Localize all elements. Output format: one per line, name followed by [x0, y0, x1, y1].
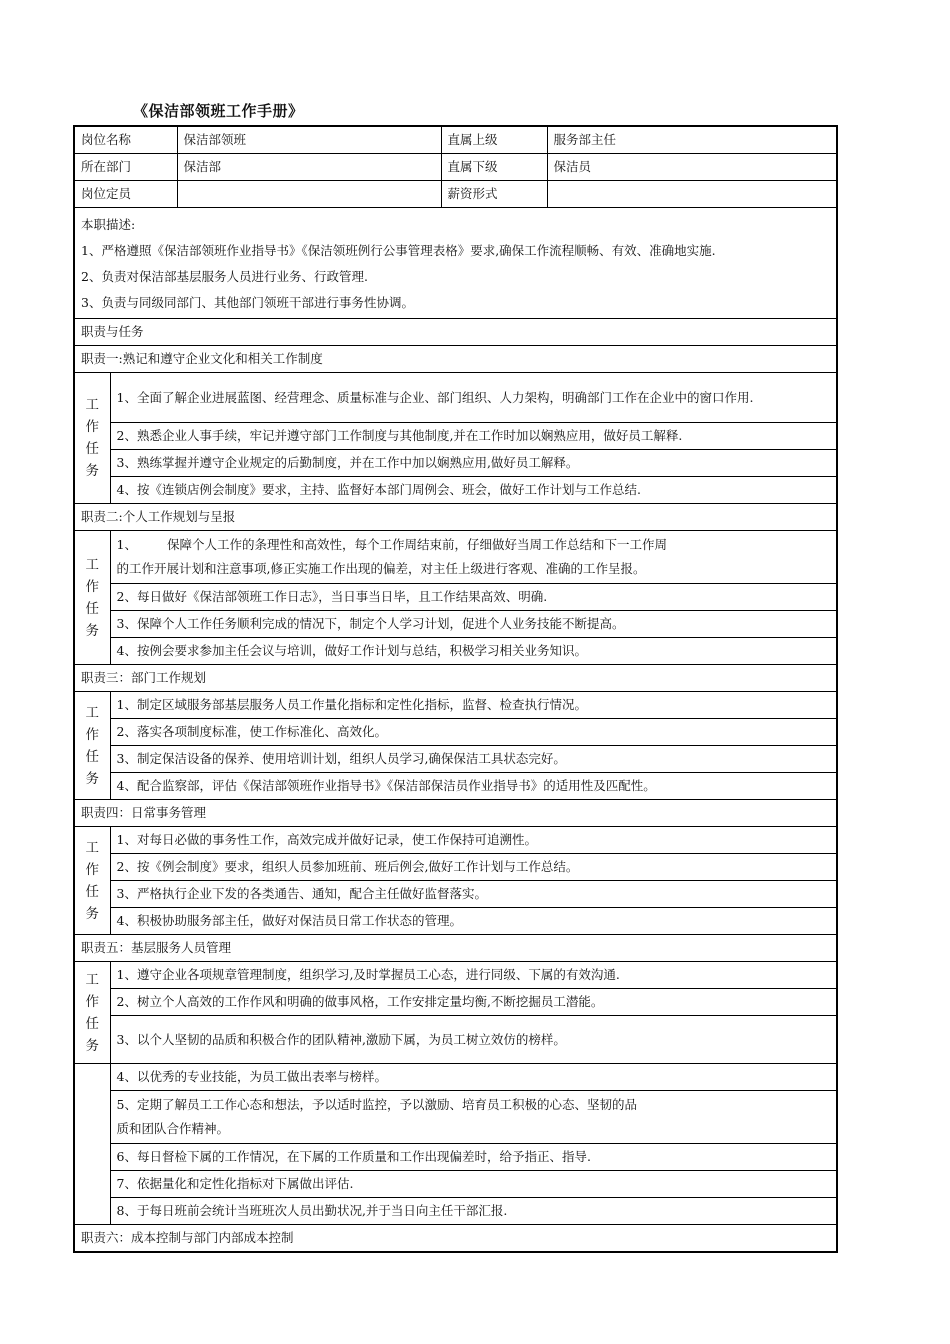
task-row: [74, 989, 837, 1016]
task-row: [74, 373, 837, 423]
description-heading: 本职描述:: [81, 217, 136, 232]
duty-1-task-4: 4、按《连锁店例会制度》要求，主持、监督好本部门周例会、班会，做好工作计划与工作总结.: [110, 477, 837, 504]
duty-title-row: [74, 1225, 837, 1253]
work-task-label: 工 作 任 务: [74, 531, 110, 665]
duty-5-task-6: 6、每日督检下属的工作情况，在下属的工作质量和工作出现偏差时，给予指正、指导.: [110, 1144, 837, 1171]
duty-4-task-2: 2、按《例会制度》要求，组织人员参加班前、班后例会,做好工作计划与工作总结。: [110, 854, 837, 881]
document-title: 《保洁部领班工作手册》: [133, 102, 304, 120]
task-row: [74, 746, 837, 773]
task-row: [74, 1016, 837, 1064]
duty-title-row: [74, 665, 837, 692]
description-line: 1、严格遵照《保洁部领班作业指导书》《保洁领班例行公事管理表格》要求,确保工作流程顺畅、有效、准确地实施.: [81, 243, 716, 258]
duty-4-task-3: 3、严格执行企业下发的各类通告、通知，配合主任做好监督落实。: [110, 881, 837, 908]
task-row: [74, 477, 837, 504]
header-row: [74, 126, 837, 154]
task-row: [74, 773, 837, 800]
duty-5-task-3: 3、以个人坚韧的品质和积极合作的团队精神,激励下属，为员工树立效仿的榜样。: [110, 1016, 837, 1064]
duty-3-task-2: 2、落实各项制度标准，使工作标准化、高效化。: [110, 719, 837, 746]
task-row: [74, 908, 837, 935]
task-row: [74, 423, 837, 450]
label-department: 所在部门: [74, 154, 177, 181]
duty-4-title: 职责四：日常事务管理: [74, 800, 837, 827]
duty-5-title: 职责五：基层服务人员管理: [74, 935, 837, 962]
task-row: [74, 962, 837, 989]
duty-5-task-8: 8、于每日班前会统计当班班次人员出勤状况,并于当日向主任干部汇报.: [110, 1198, 837, 1225]
duty-5-task-2: 2、树立个人高效的工作作风和明确的做事风格，工作安排定量均衡,不断挖掘员工潜能。: [110, 989, 837, 1016]
description-row: [74, 208, 837, 319]
task-row: [74, 854, 837, 881]
task-row: [74, 1091, 837, 1144]
value-position-name: 保洁部领班: [177, 126, 441, 154]
empty-label-cell: [74, 1064, 110, 1225]
duty-title-row: [74, 800, 837, 827]
task-row: [74, 450, 837, 477]
duty-6-title: 职责六：成本控制与部门内部成本控制: [74, 1225, 837, 1253]
duties-heading: 职责与任务: [74, 319, 837, 346]
duty-2-title: 职责二:个人工作规划与呈报: [74, 504, 837, 531]
task-row: [74, 719, 837, 746]
task-row: [74, 531, 837, 584]
duties-heading-row: [74, 319, 837, 346]
value-direct-subordinate: 保洁员: [547, 154, 837, 181]
work-task-label: 工 作 任 务: [74, 962, 110, 1064]
duty-4-task-4: 4、积极协助服务部主任，做好对保洁员日常工作状态的管理。: [110, 908, 837, 935]
duty-3-title: 职责三：部门工作规划: [74, 665, 837, 692]
task-row: [74, 827, 837, 854]
duty-4-task-1: 1、对每日必做的事务性工作，高效完成并做好记录，使工作保持可追溯性。: [110, 827, 837, 854]
duty-2-task-4: 4、按例会要求参加主任会议与培训，做好工作计划与总结，积极学习相关业务知识。: [110, 638, 837, 665]
duty-3-task-3: 3、制定保洁设备的保养、使用培训计划，组织人员学习,确保保洁工具状态完好。: [110, 746, 837, 773]
work-task-label: 工 作 任 务: [74, 827, 110, 935]
duty-3-task-1: 1、制定区域服务部基层服务人员工作量化指标和定性化指标，监督、检查执行情况。: [110, 692, 837, 719]
duty-title-row: [74, 346, 837, 373]
duty-3-task-4: 4、配合监察部，评估《保洁部领班作业指导书》《保洁部保洁员作业指导书》的适用性及匹配性。: [110, 773, 837, 800]
duty-1-title: 职责一:熟记和遵守企业文化和相关工作制度: [74, 346, 837, 373]
value-headcount: [177, 181, 441, 208]
duty-5-task-5: 5、定期了解员工工作心态和想法，予以适时监控，予以激励、培育员工积极的心态、坚韧的品 质和团队合作精神。: [110, 1091, 837, 1144]
value-direct-superior: 服务部主任: [547, 126, 837, 154]
label-direct-superior: 直属上级: [441, 126, 547, 154]
duty-5-task-4: 4、以优秀的专业技能，为员工做出表率与榜样。: [110, 1064, 837, 1091]
value-department: 保洁部: [177, 154, 441, 181]
task-row: [74, 611, 837, 638]
duty-5-task-1: 1、遵守企业各项规章管理制度，组织学习,及时掌握员工心态，进行同级、下属的有效沟通.: [110, 962, 837, 989]
work-task-label: 工 作 任 务: [74, 373, 110, 504]
duty-title-row: [74, 935, 837, 962]
duty-5-task-7: 7、依据量化和定性化指标对下属做出评估.: [110, 1171, 837, 1198]
header-row: [74, 181, 837, 208]
task-row: [74, 1144, 837, 1171]
label-salary-form: 薪资形式: [441, 181, 547, 208]
duty-2-task-3: 3、保障个人工作任务顺利完成的情况下，制定个人学习计划，促进个人业务技能不断提高。: [110, 611, 837, 638]
task-row: [74, 584, 837, 611]
duty-2-task-1: 1、 保障个人工作的条理性和高效性，每个工作周结束前，仔细做好当周工作总结和下一工作周 的工作开展计划和注意事项,修正实施工作出现的偏差，对主任上级进行客观、准确的工作呈报。: [110, 531, 837, 584]
task-row: [74, 1064, 837, 1091]
header-row: [74, 154, 837, 181]
description-line: 3、负责与同级同部门、其他部门领班干部进行事务性协调。: [81, 295, 414, 310]
job-description: [74, 208, 837, 319]
duty-2-task-2: 2、每日做好《保洁部领班工作日志》，当日事当日毕，且工作结果高效、明确.: [110, 584, 837, 611]
label-headcount: 岗位定员: [74, 181, 177, 208]
task-row: [74, 1171, 837, 1198]
duty-1-task-2: 2、熟悉企业人事手续，牢记并遵守部门工作制度与其他制度,并在工作时加以娴熟应用，做好员工解释.: [110, 423, 837, 450]
duty-1-task-1: 1、全面了解企业进展蓝图、经营理念、质量标准与企业、部门组织、人力架构，明确部门工作在企业中的窗口作用.: [110, 373, 837, 423]
task-row: [74, 881, 837, 908]
work-task-label: 工 作 任 务: [74, 692, 110, 800]
description-line: 2、负责对保洁部基层服务人员进行业务、行政管理.: [81, 269, 368, 284]
task-row: [74, 692, 837, 719]
label-position-name: 岗位名称: [74, 126, 177, 154]
job-manual-table: [73, 125, 838, 1253]
value-salary-form: [547, 181, 837, 208]
task-row: [74, 638, 837, 665]
duty-title-row: [74, 504, 837, 531]
task-row: [74, 1198, 837, 1225]
label-direct-subordinate: 直属下级: [441, 154, 547, 181]
duty-1-task-3: 3、熟练掌握并遵守企业规定的后勤制度，并在工作中加以娴熟应用,做好员工解释。: [110, 450, 837, 477]
